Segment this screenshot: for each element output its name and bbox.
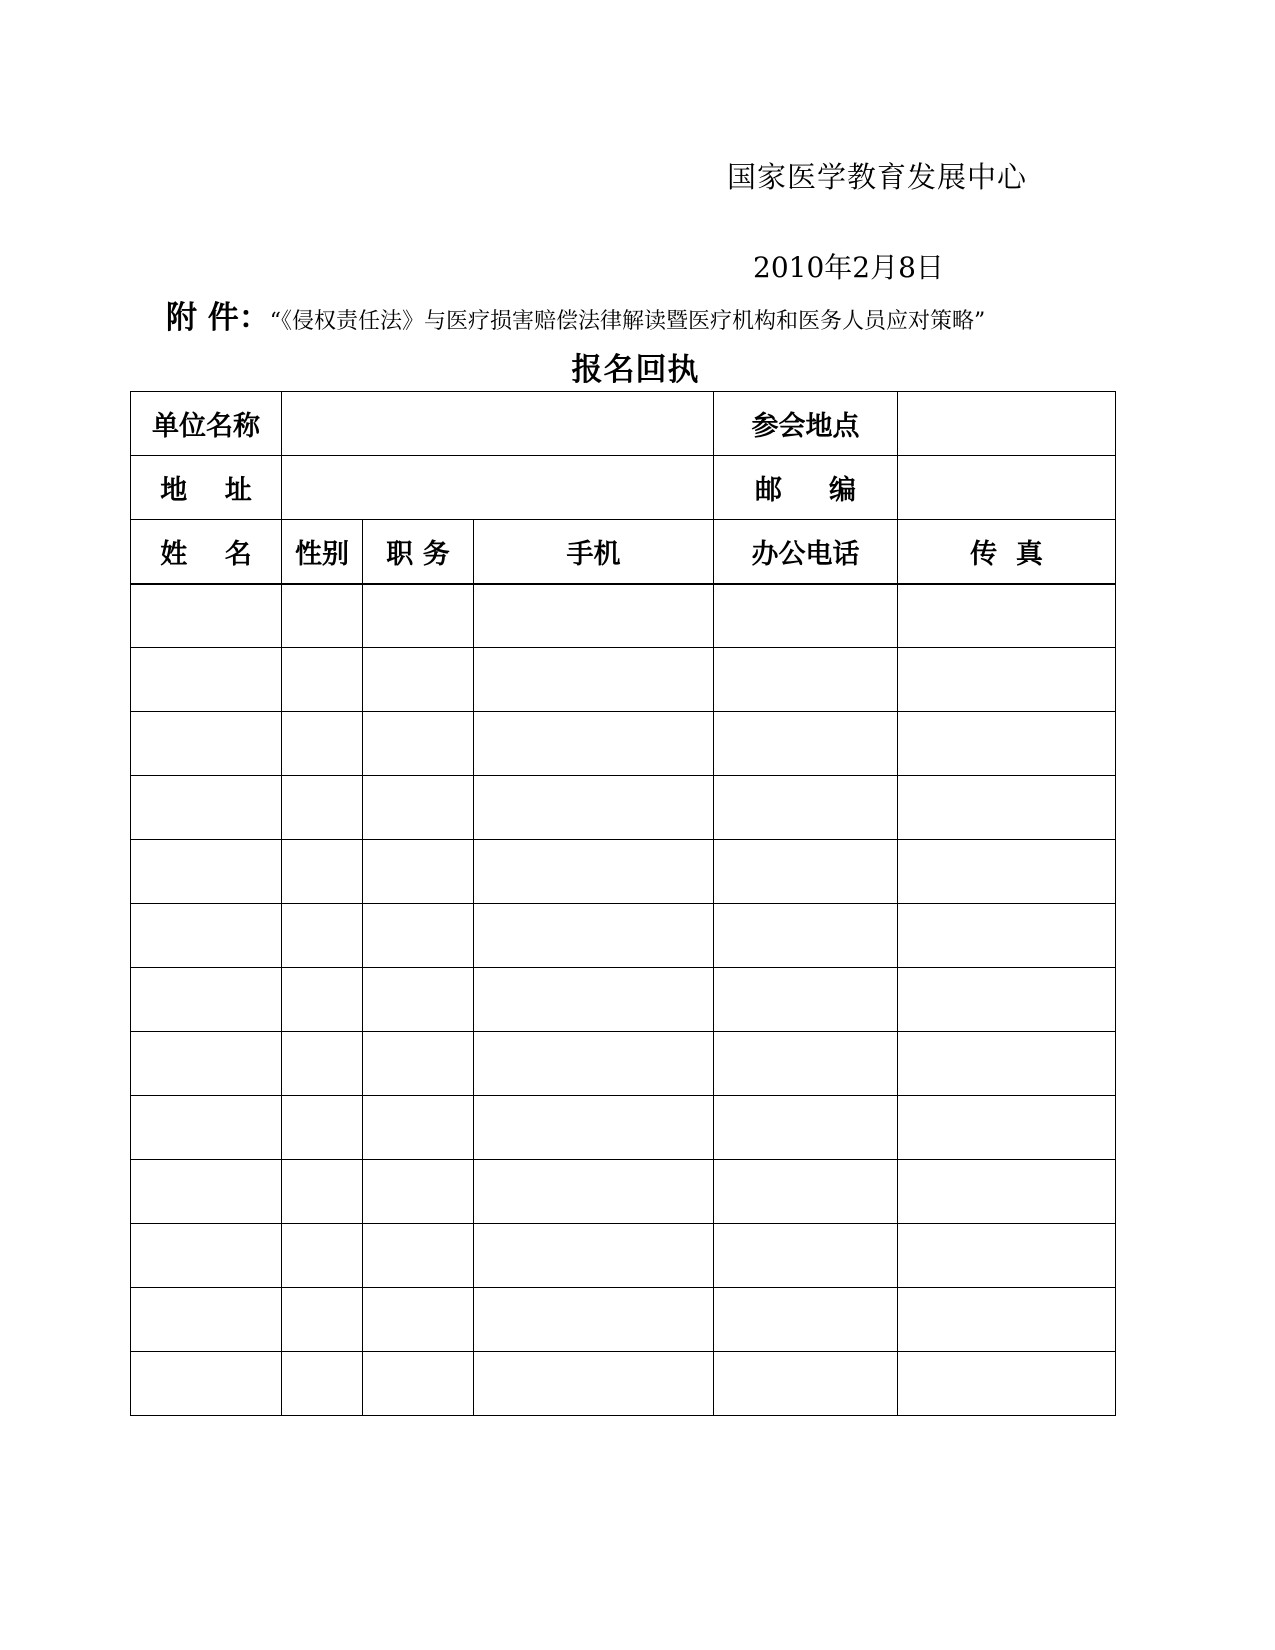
fax-cell[interactable] xyxy=(898,776,1116,840)
mobile-cell[interactable] xyxy=(474,904,714,968)
name-cell[interactable] xyxy=(131,1352,282,1416)
position-cell[interactable] xyxy=(363,1096,474,1160)
office-phone-cell[interactable] xyxy=(714,1288,898,1352)
position-cell[interactable] xyxy=(363,1352,474,1416)
position-cell[interactable] xyxy=(363,904,474,968)
gender-cell[interactable] xyxy=(282,584,363,648)
participant-row xyxy=(131,904,1116,968)
mobile-cell[interactable] xyxy=(474,1288,714,1352)
position-cell[interactable] xyxy=(363,648,474,712)
fax-cell[interactable] xyxy=(898,1288,1116,1352)
fax-cell[interactable] xyxy=(898,584,1116,648)
gender-cell[interactable] xyxy=(282,776,363,840)
fax-cell[interactable] xyxy=(898,648,1116,712)
unit-name-label: 单位名称 xyxy=(131,392,282,456)
position-cell[interactable] xyxy=(363,1160,474,1224)
office-phone-cell[interactable] xyxy=(714,648,898,712)
mobile-cell[interactable] xyxy=(474,1032,714,1096)
gender-cell[interactable] xyxy=(282,648,363,712)
participant-row xyxy=(131,1288,1116,1352)
column-header-fax: 传 真 xyxy=(898,520,1116,584)
fax-cell[interactable] xyxy=(898,1160,1116,1224)
fax-cell[interactable] xyxy=(898,840,1116,904)
name-cell[interactable] xyxy=(131,584,282,648)
office-phone-cell[interactable] xyxy=(714,904,898,968)
postcode-label: 邮 编 xyxy=(714,456,898,520)
office-phone-cell[interactable] xyxy=(714,1160,898,1224)
gender-cell[interactable] xyxy=(282,1160,363,1224)
participant-row xyxy=(131,968,1116,1032)
office-phone-cell[interactable] xyxy=(714,1096,898,1160)
participant-row xyxy=(131,1224,1116,1288)
fax-cell[interactable] xyxy=(898,1096,1116,1160)
office-phone-cell[interactable] xyxy=(714,840,898,904)
participant-row xyxy=(131,1032,1116,1096)
mobile-cell[interactable] xyxy=(474,1224,714,1288)
name-cell[interactable] xyxy=(131,1224,282,1288)
address-label: 地 址 xyxy=(131,456,282,520)
attachment-label: 附 件： xyxy=(166,300,270,336)
name-cell[interactable] xyxy=(131,712,282,776)
fax-cell[interactable] xyxy=(898,1352,1116,1416)
name-cell[interactable] xyxy=(131,968,282,1032)
name-cell[interactable] xyxy=(131,648,282,712)
office-phone-cell[interactable] xyxy=(714,1352,898,1416)
gender-cell[interactable] xyxy=(282,1224,363,1288)
column-header-office-phone: 办公电话 xyxy=(714,520,898,584)
fax-cell[interactable] xyxy=(898,968,1116,1032)
participant-row xyxy=(131,1352,1116,1416)
gender-cell[interactable] xyxy=(282,1096,363,1160)
office-phone-cell[interactable] xyxy=(714,776,898,840)
mobile-cell[interactable] xyxy=(474,648,714,712)
office-phone-cell[interactable] xyxy=(714,712,898,776)
attachment-line xyxy=(166,292,985,337)
fax-cell[interactable] xyxy=(898,712,1116,776)
mobile-cell[interactable] xyxy=(474,712,714,776)
office-phone-cell[interactable] xyxy=(714,968,898,1032)
gender-cell[interactable] xyxy=(282,712,363,776)
attachment-title: “《侵权责任法》与医疗损害赔偿法律解读暨医疗机构和医务人员应对策略” xyxy=(269,309,986,334)
issue-date: 2010年2月8日 xyxy=(753,251,944,284)
participant-row xyxy=(131,1160,1116,1224)
venue-label: 参会地点 xyxy=(714,392,898,456)
fax-cell[interactable] xyxy=(898,904,1116,968)
position-cell[interactable] xyxy=(363,840,474,904)
participant-row xyxy=(131,840,1116,904)
column-header-name: 姓 名 xyxy=(131,520,282,584)
fax-cell[interactable] xyxy=(898,1032,1116,1096)
participant-header-row xyxy=(131,520,1116,584)
mobile-cell[interactable] xyxy=(474,1160,714,1224)
issuing-organization: 国家医学教育发展中心 xyxy=(727,160,1028,194)
name-cell[interactable] xyxy=(131,904,282,968)
position-cell[interactable] xyxy=(363,968,474,1032)
venue-field[interactable] xyxy=(898,392,1116,456)
position-cell[interactable] xyxy=(363,1032,474,1096)
column-header-position: 职 务 xyxy=(363,520,474,584)
participant-row xyxy=(131,712,1116,776)
name-cell[interactable] xyxy=(131,1288,282,1352)
address-field[interactable] xyxy=(282,456,714,520)
mobile-cell[interactable] xyxy=(474,776,714,840)
form-title xyxy=(0,344,1275,389)
participant-row xyxy=(131,776,1116,840)
mobile-cell[interactable] xyxy=(474,1096,714,1160)
fax-cell[interactable] xyxy=(898,1224,1116,1288)
participant-row xyxy=(131,1096,1116,1160)
registration-table xyxy=(130,391,1116,1416)
column-header-gender: 性别 xyxy=(282,520,363,584)
gender-cell[interactable] xyxy=(282,968,363,1032)
name-cell[interactable] xyxy=(131,840,282,904)
position-cell[interactable] xyxy=(363,776,474,840)
name-cell[interactable] xyxy=(131,1032,282,1096)
participant-row xyxy=(131,648,1116,712)
mobile-cell[interactable] xyxy=(474,968,714,1032)
gender-cell[interactable] xyxy=(282,1352,363,1416)
position-cell[interactable] xyxy=(363,712,474,776)
unit-row xyxy=(131,392,1116,456)
office-phone-cell[interactable] xyxy=(714,1224,898,1288)
position-cell[interactable] xyxy=(363,1224,474,1288)
position-cell[interactable] xyxy=(363,1288,474,1352)
address-row xyxy=(131,456,1116,520)
gender-cell[interactable] xyxy=(282,1288,363,1352)
gender-cell[interactable] xyxy=(282,1032,363,1096)
office-phone-cell[interactable] xyxy=(714,584,898,648)
mobile-cell[interactable] xyxy=(474,584,714,648)
gender-cell[interactable] xyxy=(282,840,363,904)
column-header-mobile: 手机 xyxy=(474,520,714,584)
form-title-text: 报名回执 xyxy=(571,352,700,388)
gender-cell[interactable] xyxy=(282,904,363,968)
mobile-cell[interactable] xyxy=(474,1352,714,1416)
name-cell[interactable] xyxy=(131,1096,282,1160)
postcode-field[interactable] xyxy=(898,456,1116,520)
office-phone-cell[interactable] xyxy=(714,1032,898,1096)
participant-row xyxy=(131,584,1116,648)
mobile-cell[interactable] xyxy=(474,840,714,904)
unit-name-field[interactable] xyxy=(282,392,714,456)
position-cell[interactable] xyxy=(363,584,474,648)
name-cell[interactable] xyxy=(131,776,282,840)
name-cell[interactable] xyxy=(131,1160,282,1224)
